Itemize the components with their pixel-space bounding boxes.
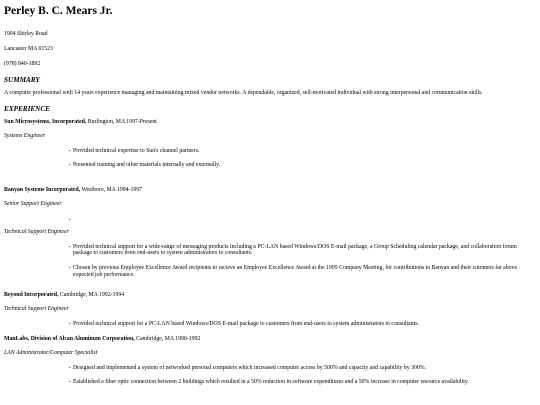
bullet-list — [4, 365, 532, 386]
phone-number: (978) 840-1892 — [4, 61, 41, 67]
summary-heading: SUMMARY — [4, 76, 40, 84]
employer-location-dates: Cambridge, MA 1990-1992 — [134, 335, 201, 342]
job-title: Systems Engineer — [4, 132, 46, 139]
experience-heading: EXPERIENCE — [4, 104, 50, 113]
employer-location-dates: Cambridge, MA 1992-1994 — [58, 292, 125, 299]
bullet-item: • Chosen by previous Employee Excellence Award recipients to recieve an Employee Excellence Award at the 1995 Company Meeting, for contributions to Banyan and their cutomers far above expected job performance. — [70, 265, 532, 278]
bullet-item: • Presented training and other materials internally and externally. — [70, 162, 532, 169]
bullet-item: • Provided technical support for a wide-range of messaging products including a PC-LAN based Windows/DOS E-mail package, a Group Scheduling calendar package, and collaboration forum package to customers from end-users to system administrators to consultants. — [70, 244, 532, 257]
employer-name: Banyan Systems Incorporated, — [4, 186, 81, 193]
job-title: LAN Administrator/Computer Specialist — [4, 349, 98, 356]
resume-name: Perley B. C. Mears Jr. — [4, 5, 113, 17]
job-title: Technical Support Engineer — [4, 306, 69, 313]
employer-location-dates: Westboro, MA 1994-1997 — [80, 186, 143, 193]
summary-text: A computer professional with 14 years experience managing and maintaining mixed vendor networks. A dependable, organized, self-motivated individual with strong interpersonal and communication skills. — [4, 90, 483, 96]
employer-line — [4, 336, 532, 343]
employer-name: Beyond Incorporated, — [4, 292, 59, 299]
address-line-2: Lancaster MA 01523 — [4, 46, 53, 52]
bullet-item: • Provided technical expertise to Sun's channel partners. — [70, 148, 532, 155]
employer-line — [4, 187, 532, 194]
bullet-item: • Provided technical support for a PC-LAN based Windows/DOS E-mail package to customers from end-users to system administrators to consultants. — [70, 321, 532, 328]
bullet-item: • Established a fiber optic connection between 2 buildings which resulted in a 50% reduction in software expenditures and a 50% increase in computer resource availability. — [70, 379, 532, 386]
employer-line — [4, 119, 532, 126]
employer-name: Sun Microsystems, Incorporated, — [4, 118, 87, 125]
address-line-1: 1904 Shirley Road — [4, 31, 48, 37]
bullet-item: • Designed and implemented a system of networked personal computers which increased computer access by 500% and capacity and capability by 300%. — [70, 365, 532, 372]
employer-line — [4, 292, 532, 299]
empty-bullet-list — [4, 216, 532, 223]
bullet-list — [4, 148, 532, 169]
bullet-list — [4, 321, 532, 328]
employer-location-dates: Burlington, MA 1997-Present — [86, 118, 157, 125]
bullet-list — [4, 244, 532, 278]
employer-name: ManLabs, Division of Alcan Aluminum Corporation, — [4, 335, 135, 342]
job-title: Senior Support Engineer — [4, 200, 62, 207]
spacer — [4, 177, 532, 187]
empty-bullet-item — [70, 216, 532, 223]
job-title: Technical Support Engineer — [4, 228, 69, 235]
